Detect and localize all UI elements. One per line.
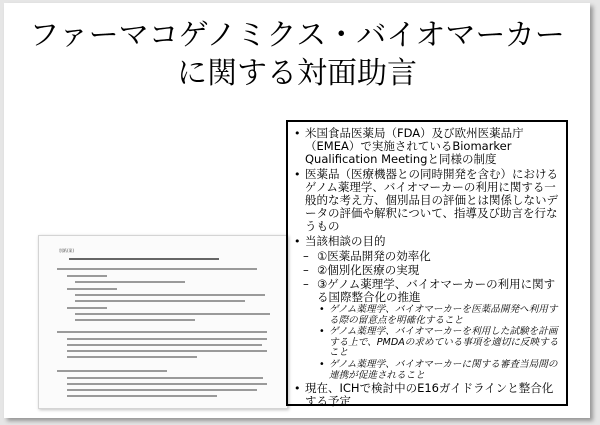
bullet-item [292,168,560,233]
document-line [67,288,117,290]
sub-bullet-text: ②個別化医療の実現 [317,263,420,277]
bullet-dot-icon: • [319,304,325,315]
document-line [67,307,107,309]
document-line [67,356,197,358]
dash-icon: – [303,249,309,263]
document-line [67,344,262,346]
slide [4,3,590,418]
document-line [75,294,265,296]
bullet-text: 米国食品医薬局（FDA）及び欧州医薬品庁（EMEA）で実施されているBiomarker Qualification Meetingと同様の制度 [305,126,524,166]
dash-icon: – [303,263,309,277]
bullet-dot-icon: • [319,326,325,338]
document-line [57,331,267,333]
sub-sub-bullet-text: ゲノム薬理学、バイオマーカーに関する審査当局間の連携が促進されること [329,358,558,381]
sub-sub-bullet-item [292,327,560,359]
document-thumbnail [38,235,288,409]
sub-sub-bullet-text: ゲノム薬理学、バイオマーカーを医薬品開発へ利用する際の留意点を明確化すること [329,304,558,326]
bullet-text: 医薬品（医療機器との同時開発を含む）におけるゲノム薬理学、バイオマーカーの利用に関する一般的な考え方、個別品目の評価とは関係しないデータの評価や解釈について、指導及び助言を行なうもの [305,167,558,233]
sub-sub-bullet-text: ゲノム薬理学、バイオマーカーを利用した試験を計画する上で、PMDAの求めている事項を適切に反映すること [329,326,559,359]
dash-icon: – [303,277,309,291]
document-line [67,389,257,391]
document-line [57,268,257,270]
bullet-dot-icon: • [294,127,301,140]
document-line [67,395,217,397]
sub-sub-bullet-item [292,305,560,326]
document-line [57,370,167,372]
document-line [67,383,267,385]
bullet-dot-icon: • [294,168,301,181]
document-line [69,258,219,260]
bullet-item [292,127,560,166]
document-line [67,275,107,277]
document-line [67,350,267,352]
document-line [75,313,270,315]
sub-bullet-item [292,250,560,263]
bullet-item [292,235,560,248]
bullet-text: 現在、ICHで検討中のE16ガイドラインと整合化する予定 [305,381,554,409]
bullet-dot-icon: • [294,235,301,248]
slide-title-line-2: に関する対面助言 [177,56,417,91]
bullet-box [286,120,568,409]
document-line [75,281,185,283]
bullet-dot-icon: • [319,358,325,370]
document-line [67,338,267,340]
sub-bullet-item [292,278,560,304]
sub-sub-bullet-item [292,360,560,381]
document-header: 別紙(案) [59,248,75,253]
bullet-item [292,382,560,408]
bullet-text: 当該相談の目的 [305,234,386,248]
sub-bullet-text: ③ゲノム薬理学、バイオマーカーの利用に関する国際整合化の推進 [317,277,556,304]
sub-bullet-item [292,264,560,277]
document-line [75,319,195,321]
bullet-dot-icon: • [294,382,301,396]
slide-title [4,17,590,93]
document-line [67,377,263,379]
document-line [75,300,245,302]
sub-bullet-text: ①医薬品開発の効率化 [317,249,431,263]
slide-title-line-1: ファーマコゲノミクス・バイオマーカー [29,18,565,53]
